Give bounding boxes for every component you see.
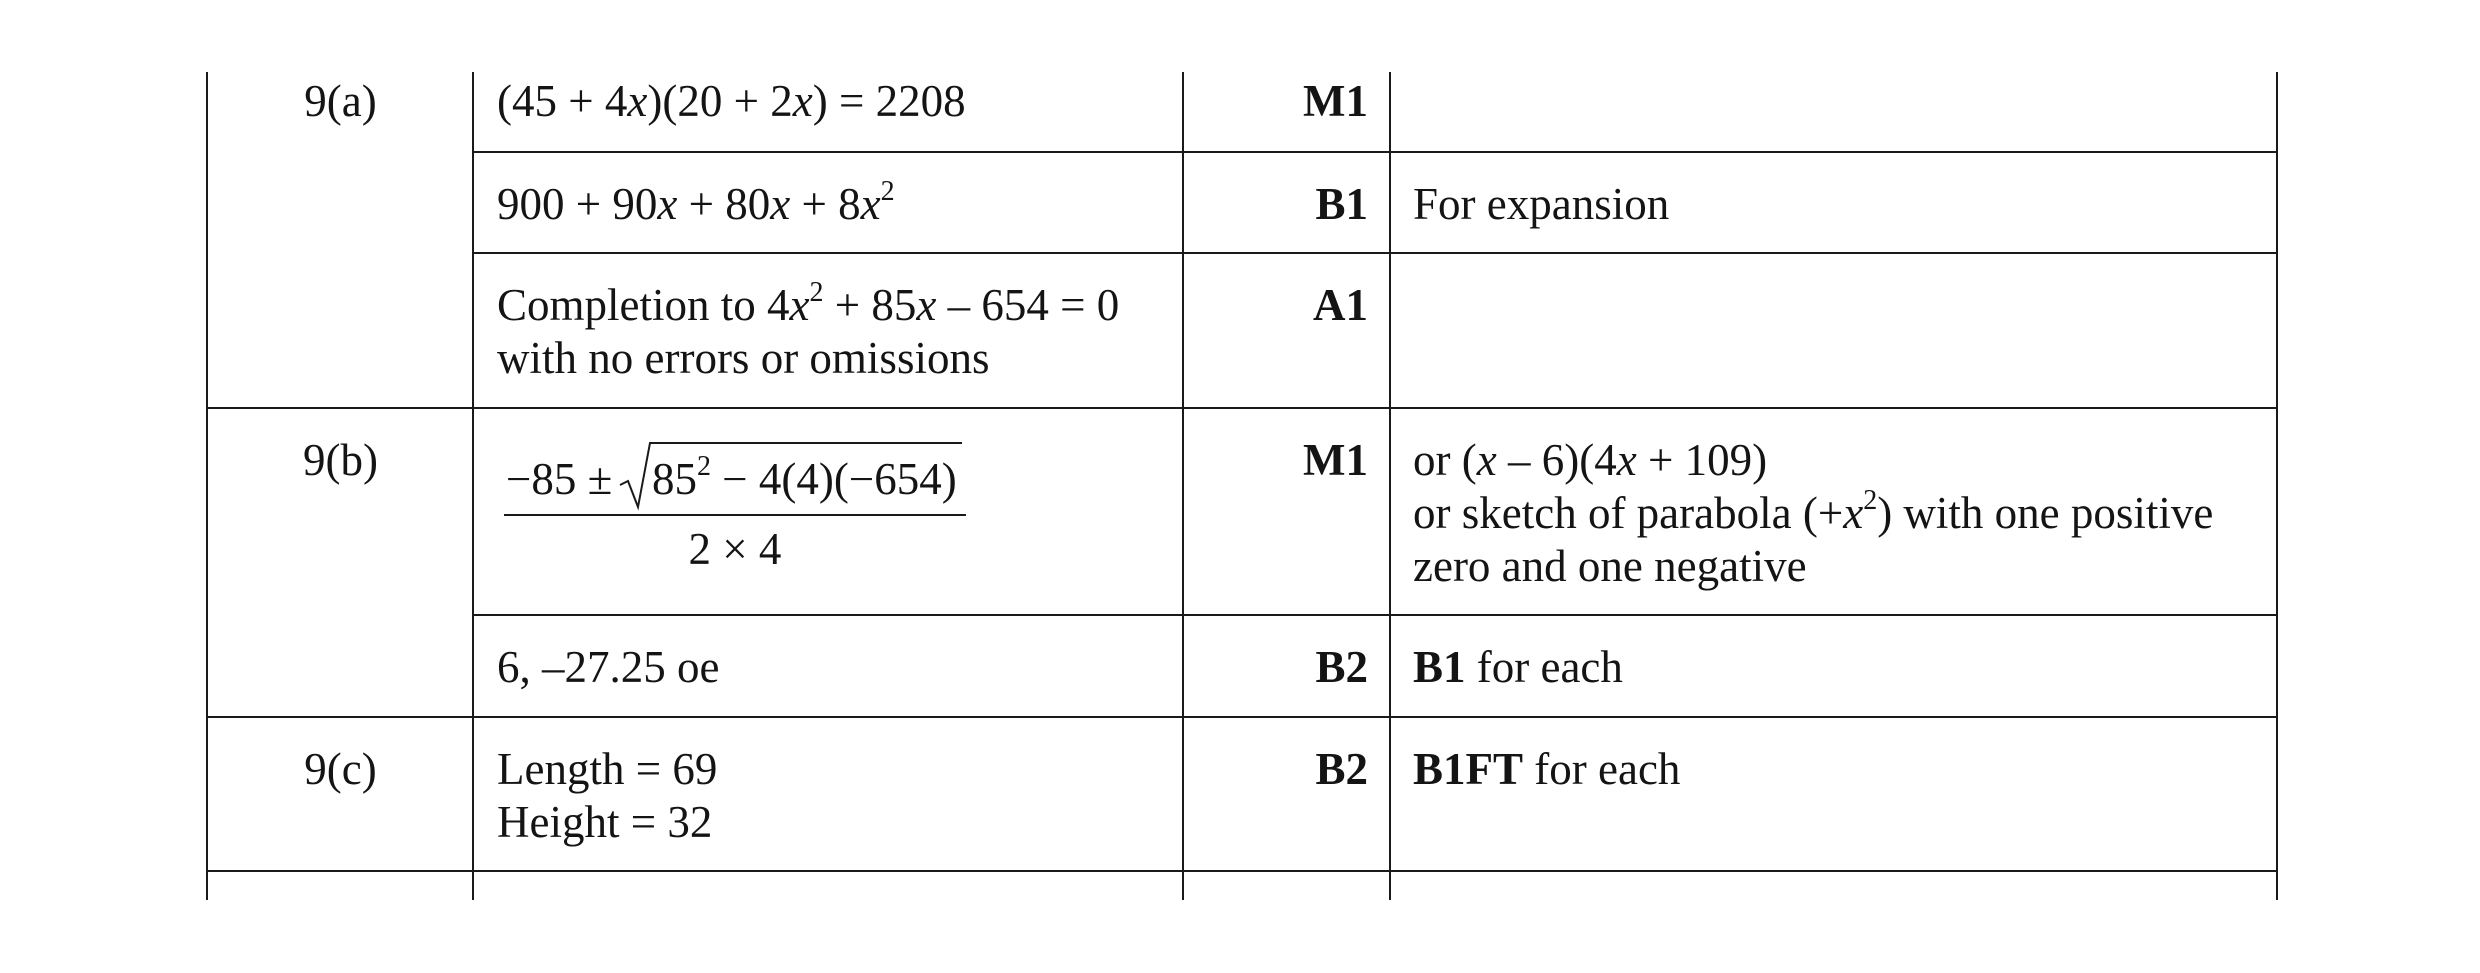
answer-text-continuation: Height = 32 — [497, 797, 713, 847]
row-divider — [206, 407, 2278, 409]
guidance-note: or sketch of parabola $(+x^2)$ with one positive — [1413, 485, 2214, 538]
answer-text: Length = 69 — [497, 744, 718, 794]
row-divider — [472, 252, 2278, 254]
numerator-prefix: −85 ± — [506, 454, 613, 504]
answer-text: Completion to $4x^2 + 85x - 654 = 0$ — [497, 277, 1120, 330]
denominator: 2 × 4 — [688, 524, 782, 574]
guidance-note: For expansion — [1413, 179, 1670, 229]
row-divider — [472, 614, 2278, 616]
column-divider-notes — [1389, 72, 1391, 900]
answer-text-continuation: with no errors or omissions — [497, 333, 990, 383]
mark-code: M1 — [1303, 76, 1368, 126]
row-divider — [206, 716, 2278, 718]
answer-text: $900 + 90x + 80x + 8x^2$ — [497, 176, 895, 229]
row-divider — [206, 870, 2278, 872]
radicand: $85^2 - 4(4)(-654)$ — [652, 451, 957, 504]
answer-text: 6, –27.25 oe — [497, 642, 720, 692]
question-part-label: 9(b) — [303, 435, 378, 485]
mark-code: M1 — [1303, 435, 1368, 485]
question-part-label: 9(a) — [304, 76, 377, 126]
mark-code: A1 — [1313, 280, 1368, 330]
guidance-note: zero and one negative — [1413, 541, 1807, 591]
mark-code: B1 — [1315, 179, 1368, 229]
table-border-right — [2276, 72, 2278, 900]
mark-code: B2 — [1315, 642, 1368, 692]
column-divider-mark — [1182, 72, 1184, 900]
question-part-label: 9(c) — [304, 744, 377, 794]
quadratic-formula — [500, 437, 980, 577]
guidance-note: B1FT for each — [1413, 744, 1681, 794]
answer-text: (45 + 4x)(20 + 2x) = 2208 — [497, 76, 966, 126]
row-divider — [472, 151, 2278, 153]
mark-code: B2 — [1315, 744, 1368, 794]
guidance-note: B1 for each — [1413, 642, 1623, 692]
guidance-note: or (x – 6)(4x + 109) — [1413, 435, 1768, 485]
